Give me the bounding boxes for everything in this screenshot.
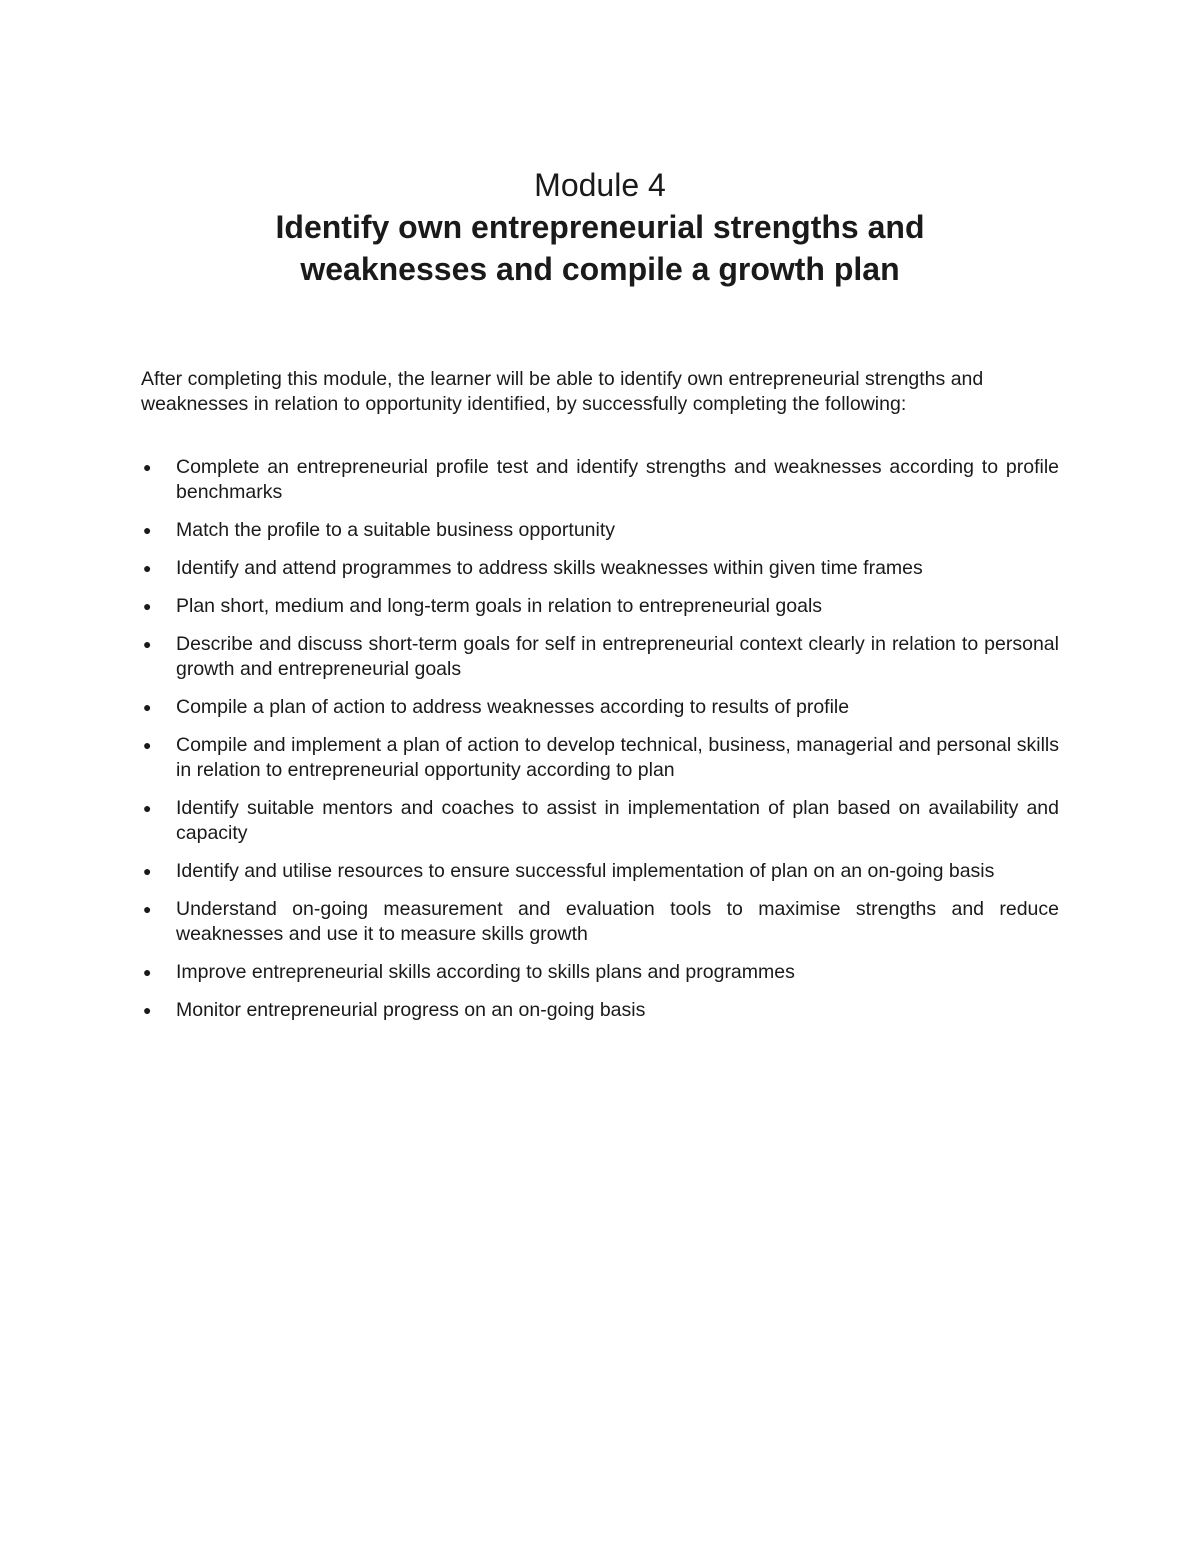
module-label: Module 4	[534, 167, 666, 203]
list-item-text: Compile a plan of action to address weaknesses according to results of profile	[176, 696, 850, 718]
list-item	[141, 632, 1059, 682]
list-item	[141, 455, 1059, 505]
list-item-text: Understand on-going measurement and evaluation tools to maximise strengths and reduce weaknesses and use it to measure skills growth	[176, 898, 1059, 945]
bullet-icon: ●	[143, 737, 152, 753]
bullet-icon: ●	[143, 901, 152, 917]
intro-paragraph: After completing this module, the learner will be able to identify own entrepreneurial strengths and weaknesses in relation to opportunity identified, by successfully completing the following:	[141, 368, 984, 415]
title-block	[0, 164, 1200, 290]
list-item	[141, 998, 1059, 1023]
module-title-line-2: weaknesses and compile a growth plan	[300, 251, 900, 287]
module-title-line-1: Identify own entrepreneurial strengths and	[275, 209, 925, 245]
list-item-text: Compile and implement a plan of action to develop technical, business, managerial and personal skills in relation to entrepreneurial opportunity according to plan	[176, 734, 1059, 781]
bullet-icon: ●	[143, 598, 152, 614]
list-item-text: Complete an entrepreneurial profile test and identify strengths and weaknesses according to profile benchmarks	[176, 456, 1059, 503]
list-item	[141, 960, 1059, 985]
list-item	[141, 556, 1059, 581]
bullet-icon: ●	[143, 560, 152, 576]
bullet-icon: ●	[143, 964, 152, 980]
list-item-text: Describe and discuss short-term goals for self in entrepreneurial context clearly in relation to personal growth and entrepreneurial goals	[176, 633, 1059, 680]
bullet-icon: ●	[143, 1002, 152, 1018]
bullet-icon: ●	[143, 522, 152, 538]
bullet-icon: ●	[143, 459, 152, 475]
list-item-text: Plan short, medium and long-term goals in relation to entrepreneurial goals	[176, 595, 823, 617]
list-item-text: Monitor entrepreneurial progress on an on-going basis	[176, 999, 646, 1021]
list-item	[141, 859, 1059, 884]
bullet-icon: ●	[143, 800, 152, 816]
objectives-list	[141, 455, 1059, 1036]
bullet-icon: ●	[143, 636, 152, 652]
list-item-text: Improve entrepreneurial skills according to skills plans and programmes	[176, 961, 795, 983]
list-item-text: Match the profile to a suitable business opportunity	[176, 519, 616, 541]
bullet-icon: ●	[143, 863, 152, 879]
bullet-icon: ●	[143, 699, 152, 715]
list-item	[141, 733, 1059, 783]
list-item	[141, 695, 1059, 720]
list-item	[141, 796, 1059, 846]
list-item-text: Identify and attend programmes to address skills weaknesses within given time frames	[176, 557, 923, 579]
list-item-text: Identify and utilise resources to ensure successful implementation of plan on an on-going basis	[176, 860, 995, 882]
list-item	[141, 897, 1059, 947]
list-item	[141, 594, 1059, 619]
list-item-text: Identify suitable mentors and coaches to assist in implementation of plan based on availability and capacity	[176, 797, 1059, 844]
list-item	[141, 518, 1059, 543]
